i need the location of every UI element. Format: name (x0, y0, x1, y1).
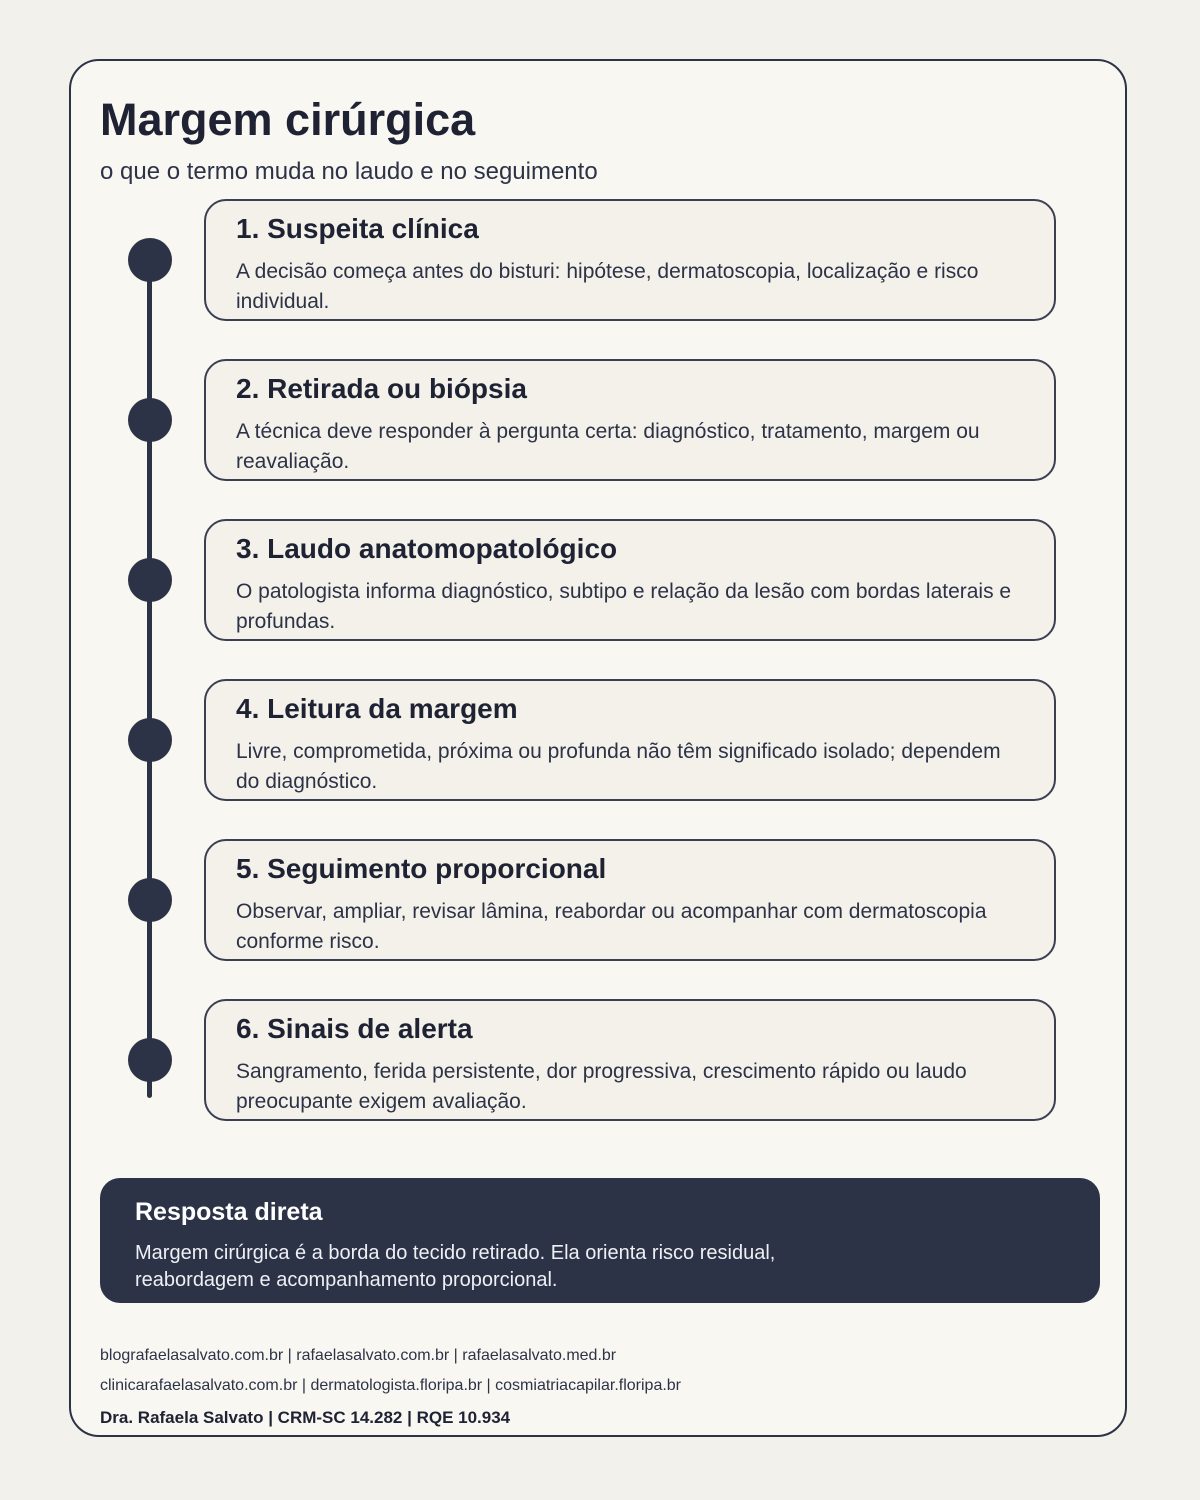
timeline-dot-4 (128, 718, 172, 762)
answer-text: Margem cirúrgica é a borda do tecido retirado. Ela orienta risco residual, reabordagem e acompanhamento proporcional. (135, 1242, 776, 1291)
step-card-1 (204, 199, 1056, 321)
step-text: Observar, ampliar, revisar lâmina, reabordar ou acompanhar com dermatoscopia conforme risco. (236, 900, 987, 953)
step-title: 5. Seguimento proporcional (236, 853, 607, 884)
timeline-dot-2 (128, 398, 172, 442)
step-text: A técnica deve responder à pergunta certa: diagnóstico, tratamento, margem ou reavaliação. (236, 420, 980, 473)
step-card-4 (204, 679, 1056, 801)
direct-answer-box (100, 1178, 1100, 1303)
timeline-dot-5 (128, 878, 172, 922)
answer-title: Resposta direta (135, 1198, 323, 1226)
step-title: 6. Sinais de alerta (236, 1013, 473, 1044)
step-card-6 (204, 999, 1056, 1121)
step-title: 2. Retirada ou biópsia (236, 373, 527, 404)
step-card-2 (204, 359, 1056, 481)
step-text: O patologista informa diagnóstico, subtipo e relação da lesão com bordas laterais e profundas. (236, 580, 1012, 633)
step-text: Livre, comprometida, próxima ou profunda não têm significado isolado; dependem do diagnóstico. (236, 740, 1001, 793)
footer-links-line-2: clinicarafaelasalvato.com.br | dermatologista.floripa.br | cosmiatriacapilar.floripa.br (100, 1377, 682, 1394)
timeline-dot-1 (128, 238, 172, 282)
step-card-5 (204, 839, 1056, 961)
page-title: Margem cirúrgica (100, 94, 476, 145)
footer-signature: Dra. Rafaela Salvato | CRM-SC 14.282 | RQE 10.934 (100, 1408, 511, 1427)
step-text: A decisão começa antes do bisturi: hipótese, dermatoscopia, localização e risco individual. (236, 260, 979, 313)
timeline-dot-6 (128, 1038, 172, 1082)
step-title: 3. Laudo anatomopatológico (236, 533, 618, 564)
timeline-line (147, 262, 152, 1098)
page-subtitle: o que o termo muda no laudo e no seguimento (100, 158, 598, 185)
step-title: 4. Leitura da margem (236, 693, 518, 724)
step-text: Sangramento, ferida persistente, dor progressiva, crescimento rápido ou laudo preocupante exigem avaliação. (236, 1060, 967, 1113)
step-card-3 (204, 519, 1056, 641)
timeline-dot-3 (128, 558, 172, 602)
footer-links-line-1: blografaelasalvato.com.br | rafaelasalvato.com.br | rafaelasalvato.med.br (100, 1347, 617, 1364)
step-title: 1. Suspeita clínica (236, 213, 479, 244)
